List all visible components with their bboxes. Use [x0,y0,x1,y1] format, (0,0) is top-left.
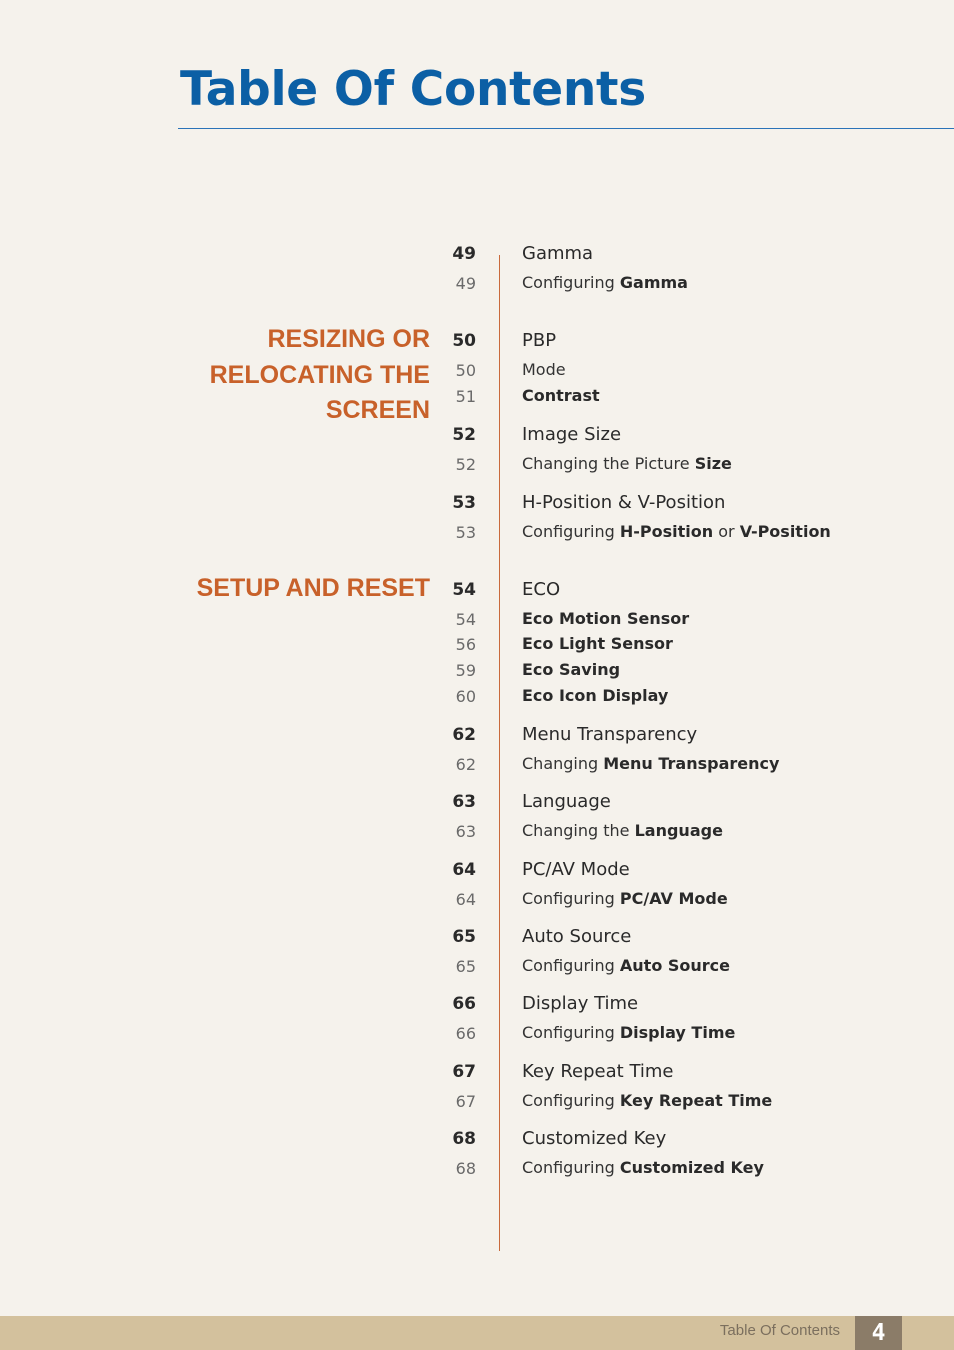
toc-subentry-page-number: 63 [455,822,476,841]
toc-subentry-title [522,660,620,679]
toc-subentry-text: Configuring [522,1023,620,1042]
toc-subentry[interactable] [0,660,954,686]
toc-entry[interactable] [0,1129,954,1155]
toc-entry-title: PBP [522,330,557,351]
toc-subentry-term: Eco Saving [522,660,621,679]
toc-entry[interactable] [0,860,954,886]
toc-subentry-text: Configuring [522,1158,620,1177]
toc-subentry-page-number: 51 [455,387,476,406]
toc-subentry-page-number: 65 [455,957,476,976]
toc-entry-title: Customized Key [522,1128,667,1149]
toc-entry-title: Image Size [522,424,622,445]
toc-page-number: 63 [452,792,476,812]
toc-subentry-title [522,1023,735,1042]
toc-subentry-term: Auto Source [619,956,731,975]
toc-subentry-page-number: 53 [455,523,476,542]
toc-subentry-page-number: 62 [455,755,476,774]
toc-entry-title: Key Repeat Time [522,1061,674,1082]
toc-subentry-text: Configuring [522,522,620,541]
toc-subentry-text: Changing the [522,821,635,840]
toc-subentry-title [522,522,831,541]
toc-subentry-title [522,386,600,405]
toc-subentry-text: Configuring [522,956,620,975]
toc-subentry-page-number: 68 [455,1159,476,1178]
toc-subentry[interactable] [0,1091,954,1117]
toc-entry[interactable] [0,994,954,1020]
toc-page-number: 65 [452,927,476,947]
footer-label: Table Of Contents [719,1322,840,1339]
toc-page-number: 64 [452,860,476,880]
toc-subentry-title [522,956,730,975]
toc-entry-title: Gamma [522,243,594,264]
toc-subentry-term: Contrast [522,386,600,405]
toc-subentry-text: or [713,522,740,541]
toc-subentry-page-number: 50 [455,361,476,380]
toc-subentry-title [522,754,779,773]
toc-subentry-title [522,821,723,840]
page-title: Table Of Contents [180,62,646,117]
toc-subentry-page-number: 60 [455,687,476,706]
toc-subentry-term: Customized Key [619,1158,764,1177]
toc-subentry-term: Eco Light Sensor [522,634,673,653]
toc-subentry-page-number: 64 [455,890,476,909]
toc-entry[interactable] [0,725,954,751]
toc-subentry-term: Language [634,821,723,840]
toc-subentry-term: Eco Icon Display [522,686,669,705]
toc-subentry[interactable] [0,609,954,635]
toc-subentry-text: Changing [522,754,604,773]
toc-subentry-page-number: 52 [455,455,476,474]
toc-entry-title: Menu Transparency [522,724,698,745]
toc-entry[interactable] [0,331,954,357]
chapter-heading-line: SCREEN [325,396,430,424]
toc-subentry-title [522,360,566,379]
toc-subentry-page-number: 66 [455,1024,476,1043]
toc-entry-title: Language [522,791,611,812]
toc-entry[interactable] [0,1062,954,1088]
toc-subentry[interactable] [0,1023,954,1049]
footer-bar [0,1316,954,1350]
toc-subentry-page-number: 56 [455,635,476,654]
toc-subentry-page-number: 54 [455,610,476,629]
toc-page-number: 49 [452,244,476,264]
toc-subentry-term: Gamma [619,273,688,292]
toc-entry[interactable] [0,244,954,270]
chapter-heading-line: RESIZING OR [267,325,430,353]
toc-subentry[interactable] [0,386,954,412]
toc-subentry-term: H-Position [619,522,714,541]
toc-subentry[interactable] [0,754,954,780]
toc-subentry[interactable] [0,522,954,548]
toc-subentry-title [522,1091,772,1110]
toc-page-number: 66 [452,994,476,1014]
toc-subentry-title [522,454,732,473]
toc-subentry-text: Changing the Picture [522,454,695,473]
toc-subentry[interactable] [0,686,954,712]
toc-page-number: 52 [452,425,476,445]
toc-page-number: 50 [452,331,476,351]
chapter-heading-line: RELOCATING THE [209,360,430,389]
toc-subentry[interactable] [0,634,954,660]
toc-page-number: 53 [452,493,476,513]
toc-subentry-title [522,1158,764,1177]
toc-subentry-term: Eco Motion Sensor [522,609,690,628]
toc-subentry[interactable] [0,273,954,299]
toc-entry-title: Auto Source [522,926,632,947]
toc-subentry-text: Mode [522,360,566,379]
toc-entry[interactable] [0,493,954,519]
toc-subentry-title [522,634,673,653]
toc-subentry[interactable] [0,821,954,847]
toc-subentry-title [522,686,668,705]
toc-subentry-term: Menu Transparency [603,754,780,773]
toc-subentry-title [522,273,688,292]
toc-subentry-term: Display Time [619,1023,736,1042]
toc-entry-title: H-Position & V-Position [522,492,726,513]
toc-entry[interactable] [0,425,954,451]
toc-subentry-text: Configuring [522,889,620,908]
toc-page-number: 54 [452,580,476,600]
toc-subentry-page-number: 67 [455,1092,476,1111]
toc-subentry[interactable] [0,889,954,915]
toc-entry-title: ECO [522,579,561,600]
toc-subentry-term: Key Repeat Time [619,1091,773,1110]
toc-subentry-term: Size [694,454,732,473]
toc-page-number: 62 [452,725,476,745]
toc-entry-title: Display Time [522,993,639,1014]
toc-subentry[interactable] [0,1158,954,1184]
toc-subentry[interactable] [0,956,954,982]
toc-entry[interactable] [0,792,954,818]
chapter-heading-line: SETUP AND RESET [196,574,430,602]
toc-subentry-text: Configuring [522,1091,620,1110]
toc-subentry-page-number: 49 [455,274,476,293]
toc-subentry-term: PC/AV Mode [619,889,728,908]
title-divider [178,128,954,129]
toc-subentry[interactable] [0,360,954,386]
toc-subentry[interactable] [0,454,954,480]
toc-page-number: 68 [452,1129,476,1149]
toc-page-number: 67 [452,1062,476,1082]
toc-subentry-text: Configuring [522,273,620,292]
toc-entry-title: PC/AV Mode [522,859,630,880]
toc-subentry-page-number: 59 [455,661,476,680]
toc-subentry-title [522,609,689,628]
toc-subentry-term: V-Position [739,522,831,541]
toc-subentry-title [522,889,728,908]
toc-entry[interactable] [0,580,954,606]
toc-entry[interactable] [0,927,954,953]
footer-page-number: 4 [855,1316,902,1350]
